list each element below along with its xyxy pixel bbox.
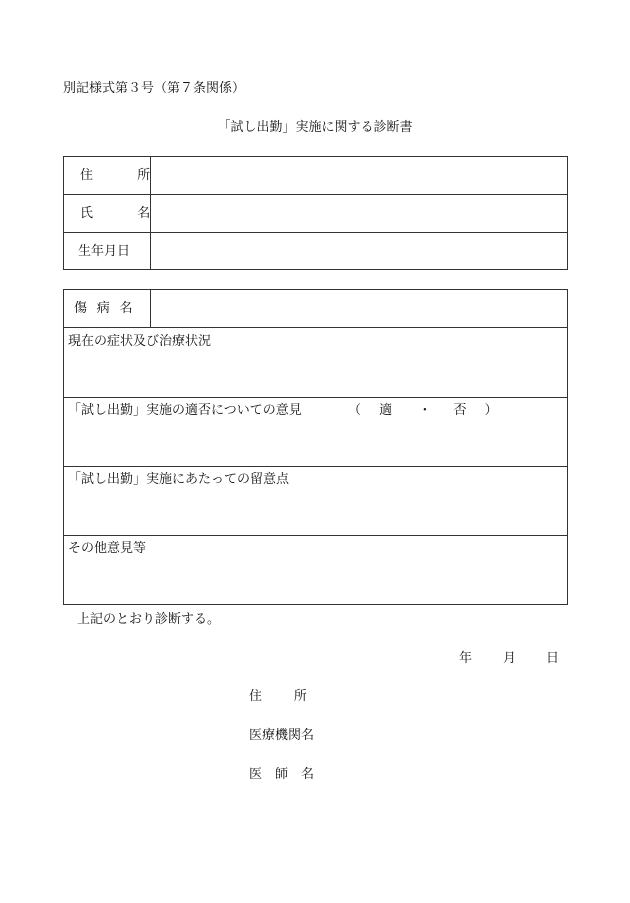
date-year-label: 年 <box>459 651 473 666</box>
form-number-label: 別記様式第３号（第７条関係） <box>63 81 246 96</box>
disease-name-label: 傷病名 <box>74 301 143 316</box>
date-day-label: 日 <box>546 651 560 666</box>
table-divider <box>64 397 567 398</box>
address-field[interactable] <box>150 157 567 194</box>
table-divider <box>64 327 567 328</box>
name-field[interactable] <box>150 195 567 232</box>
table-divider <box>64 466 567 467</box>
birthdate-field[interactable] <box>150 233 567 269</box>
other-opinions-field[interactable] <box>64 560 567 604</box>
current-condition-label: 現在の症状及び治療状況 <box>68 334 212 349</box>
disease-name-field[interactable] <box>150 290 567 327</box>
document-title: 「試し出勤」実施に関する診断書 <box>217 120 413 135</box>
personal-info-table <box>63 156 568 270</box>
suitability-opinion-field[interactable] <box>64 422 567 465</box>
approval-close-paren: ） <box>484 403 498 418</box>
doctor-name-label: 医 師 名 <box>249 767 315 782</box>
approval-open-paren: （ <box>348 403 362 418</box>
approval-choice <box>348 404 498 417</box>
medical-institution-label: 医療機関名 <box>249 728 315 743</box>
approval-separator: ・ <box>418 403 432 418</box>
diagnosis-statement: 上記のとおり診断する。 <box>77 612 221 627</box>
medical-info-table <box>63 289 568 605</box>
date-month-label: 月 <box>503 651 517 666</box>
birthdate-label: 生年月日 <box>78 244 131 259</box>
approval-yes-option[interactable]: 適 <box>379 403 393 418</box>
precautions-field[interactable] <box>64 491 567 534</box>
address-label: 住 所 <box>80 168 166 183</box>
other-opinions-label: その他意見等 <box>68 541 147 556</box>
approval-no-option[interactable]: 否 <box>453 403 467 418</box>
signer-address-label: 住 所 <box>249 689 309 704</box>
table-divider <box>64 535 567 536</box>
precautions-label: 「試し出勤」実施にあたっての留意点 <box>68 472 290 487</box>
current-condition-field[interactable] <box>64 352 567 396</box>
name-label: 氏 名 <box>80 206 166 221</box>
suitability-opinion-label: 「試し出勤」実施の適否についての意見 <box>68 403 302 418</box>
